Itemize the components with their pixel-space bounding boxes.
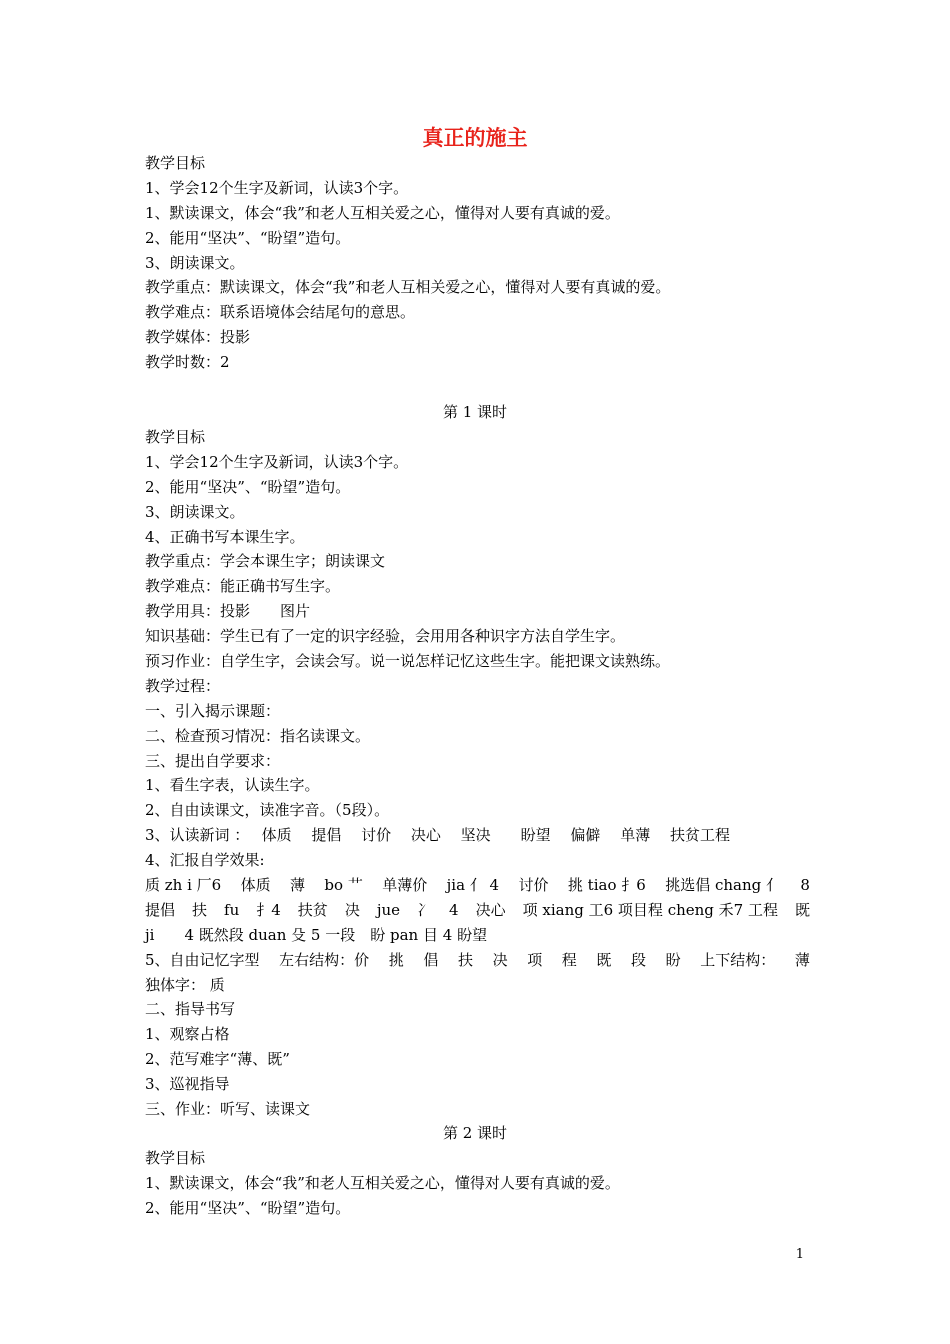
pinyin-cell: fu [224, 900, 240, 919]
intro-line: 3、朗读课文。 [145, 253, 245, 272]
lesson2-line: 1、默读课文，体会“我”和老人互相关爱之心，懂得对人要有真诚的爱。 [145, 1173, 620, 1192]
intro-line: 教学难点：联系语境体会结尾句的意思。 [145, 303, 416, 322]
structure-cell: 倡 [423, 950, 439, 969]
page-title: 真正的施主 [422, 125, 528, 150]
structure-cell: 薄 [794, 950, 810, 969]
lesson1-section [145, 425, 810, 1122]
intro-line: 1、学会12个生字及新词，认读3个字。 [145, 178, 409, 197]
lesson1-line: 预习作业：自学生字，会读会写。说一说怎样记忆这些生字。能把课文读熟练。 [145, 652, 671, 671]
lesson1-line: 1、学会12个生字及新词，认读3个字。 [145, 452, 409, 471]
pinyin-cell: 提倡 [145, 900, 176, 919]
lesson1-line: 2、能用“坚决”、“盼望”造句。 [145, 477, 351, 496]
pinyin-cell: 薄 [290, 876, 306, 895]
lesson1-line: 三、提出自学要求： [145, 751, 281, 770]
lesson1-line: 知识基础：学生已有了一定的识字经验，会用用各种识字方法自学生字。 [145, 627, 626, 646]
lesson1-line: 教学难点：能正确书写生字。 [145, 577, 341, 596]
lesson1-line: 1、观察占格 [145, 1025, 230, 1044]
pinyin-cell: 项 xiang 工6 项目程 cheng 禾7 工程 [522, 900, 778, 919]
intro-section [145, 151, 810, 375]
structure-cell: 扶 [457, 950, 473, 969]
structure-cell: 5、自由记忆字型 [145, 950, 260, 969]
structure-cell: 盼 [665, 950, 681, 969]
lesson2-line: 2、能用“坚决”、“盼望”造句。 [145, 1198, 351, 1217]
pinyin-row: ji 4 既然段 duan 殳 5 一段 盼 pan 目 4 盼望 [145, 925, 488, 944]
intro-line: 教学目标 [145, 154, 206, 172]
lesson1-line: 一、引入揭示课题： [145, 701, 281, 720]
intro-line: 1、默读课文，体会“我”和老人互相关爱之心，懂得对人要有真诚的爱。 [145, 203, 620, 222]
pinyin-cell: 8 [800, 876, 810, 895]
lesson1-line: 教学用具：投影 图片 [145, 602, 311, 621]
lesson1-line: 3、朗读课文。 [145, 502, 245, 521]
pinyin-cell: jue [376, 900, 401, 919]
lesson2-line: 教学目标 [145, 1149, 206, 1167]
structure-cell: 既 [596, 950, 612, 969]
pinyin-cell: 4 [449, 900, 459, 919]
pinyin-cell: 扌4 [256, 900, 281, 919]
pinyin-cell: 挑 tiao 扌6 [567, 876, 646, 895]
lesson2-heading: 第 2 课时 [442, 1124, 508, 1142]
lesson1-line: 3、认读新词 ： 体质 提倡 讨价 决心 坚决 盼望 偏僻 单薄 扶贫工程 [145, 826, 730, 845]
lesson1-line: 3、巡视指导 [145, 1075, 230, 1094]
intro-line: 教学重点：默读课文，体会“我”和老人互相关爱之心，懂得对人要有真诚的爱。 [145, 278, 671, 297]
lesson2-section [145, 1146, 810, 1221]
structure-cell: 决 [492, 950, 508, 969]
lesson1-line: 二、检查预习情况：指名读课文。 [145, 726, 371, 745]
lesson1-line: 教学重点：学会本课生字；朗读课文 [145, 552, 386, 571]
lesson1-line: 教学目标 [145, 428, 206, 446]
structure-cell: 左右结构：价 [279, 950, 370, 969]
lesson1-line: 二、指导书写 [145, 1000, 236, 1019]
structure-row [145, 948, 810, 973]
pinyin-cell: 讨价 [518, 876, 549, 895]
pinyin-cell: 挑选倡 chang 亻 [665, 876, 781, 895]
lesson1-heading: 第 1 课时 [442, 403, 508, 421]
lesson1-line: 4、汇报自学效果: [145, 851, 265, 870]
page-number: 1 [795, 1247, 804, 1262]
lesson1-line: 1、看生字表，认读生字。 [145, 776, 320, 795]
intro-line: 2、能用“坚决”、“盼望”造句。 [145, 228, 351, 247]
pinyin-cell: 扶 [192, 900, 208, 919]
pinyin-cell: 决心 [475, 900, 506, 919]
pinyin-cell: 体质 [240, 876, 271, 895]
lesson1-line: 2、自由读课文，读准字音。（5段）。 [145, 801, 390, 820]
pinyin-cell: bo 艹 [324, 876, 363, 895]
structure-cell: 段 [631, 950, 647, 969]
structure-cell: 上下结构： [700, 950, 776, 969]
lesson1-line: 2、范写难字“薄、既” [145, 1050, 290, 1069]
pinyin-cell: 质 zh i 厂6 [145, 876, 222, 895]
lesson1-line: 教学过程： [145, 676, 221, 695]
intro-line: 教学媒体：投影 [145, 328, 251, 347]
lesson1-line: 独体字： 质 [145, 975, 225, 994]
structure-cell: 程 [561, 950, 577, 969]
structure-cell: 挑 [388, 950, 404, 969]
pinyin-cell: 决 [344, 900, 360, 919]
pinyin-cell: 单薄价 [382, 876, 428, 895]
pinyin-cell: 冫 [417, 900, 433, 919]
structure-cell: 项 [527, 950, 543, 969]
intro-line: 教学时数：2 [145, 353, 230, 372]
pinyin-cell: 扶贫 [297, 900, 328, 919]
pinyin-row [145, 898, 810, 923]
lesson1-line: 三、作业：听写、读课文 [145, 1100, 311, 1119]
pinyin-cell: 既 [794, 900, 810, 919]
pinyin-row [145, 873, 810, 898]
lesson1-line: 4、正确书写本课生字。 [145, 527, 305, 546]
pinyin-cell: jia 亻 4 [446, 876, 500, 895]
